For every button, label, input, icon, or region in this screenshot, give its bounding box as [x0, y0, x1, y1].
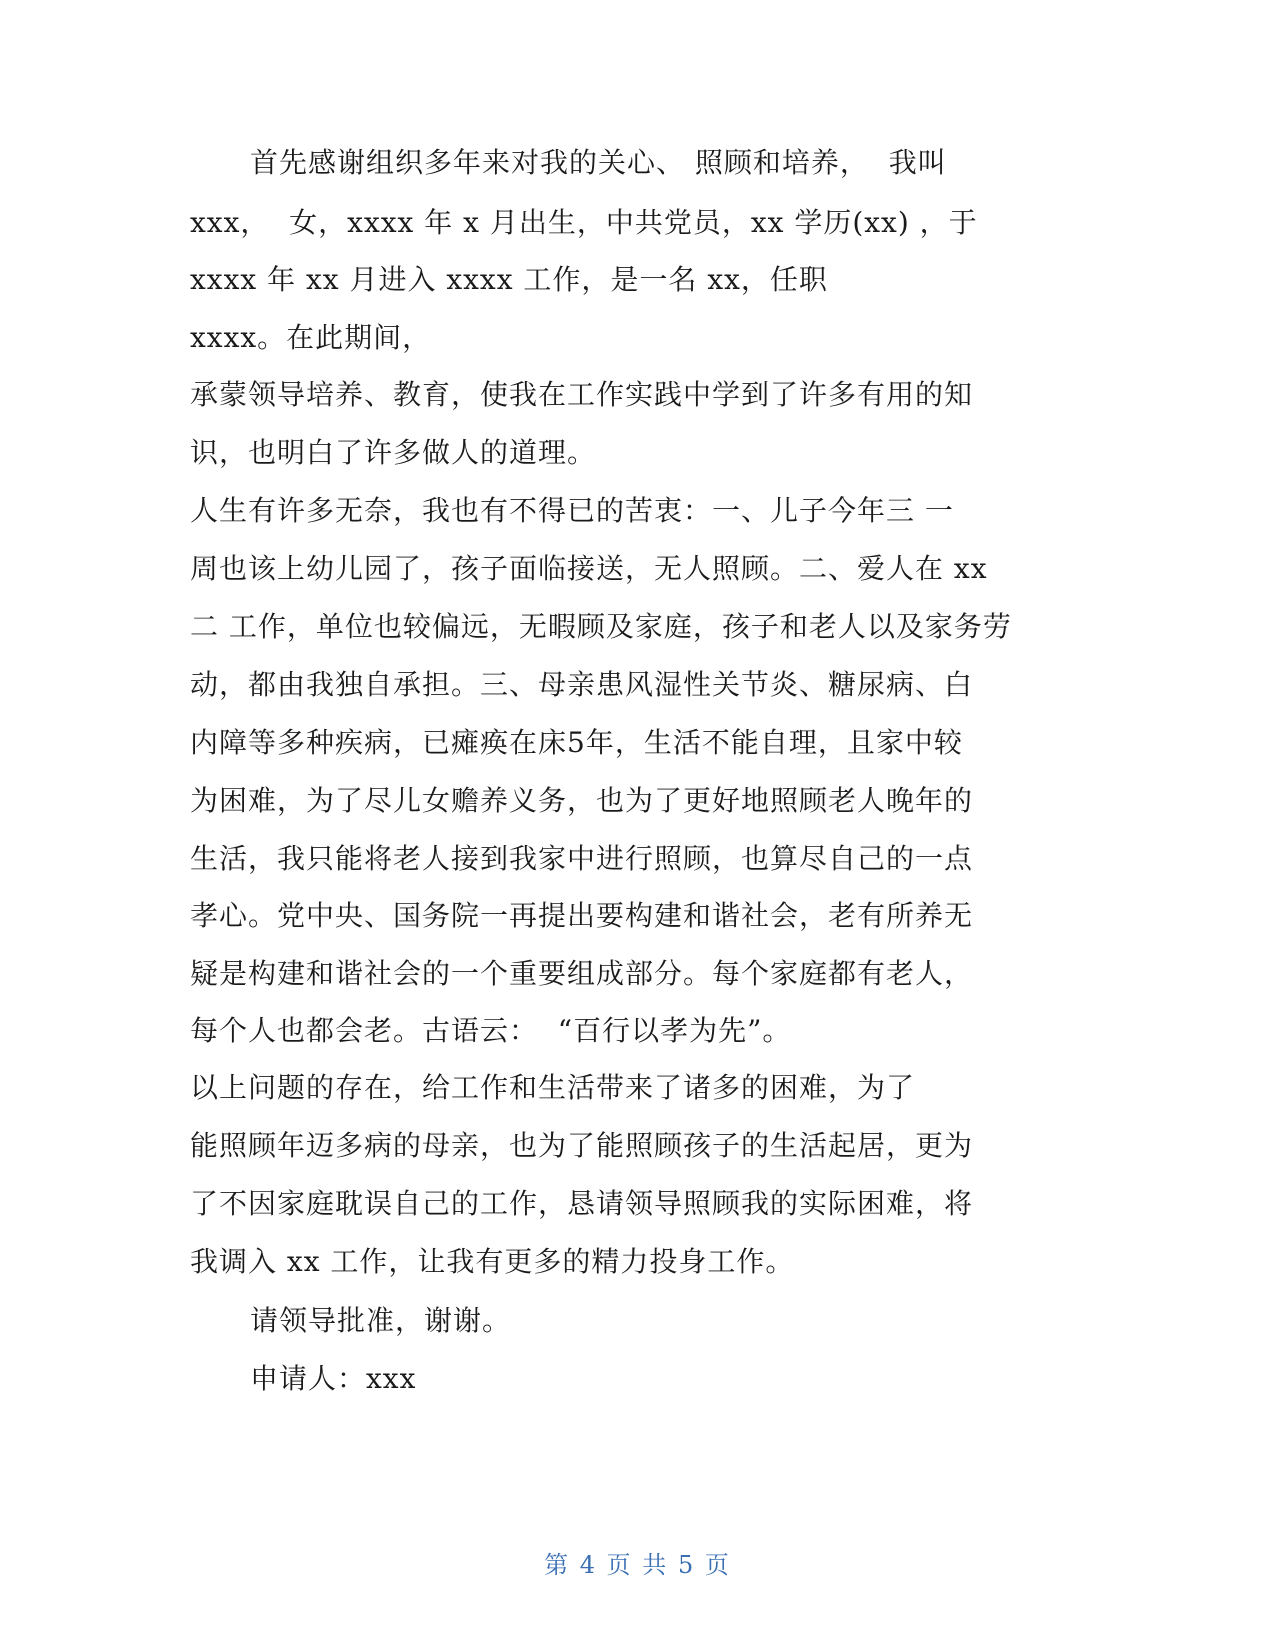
page-number: 第 4 页 共 5 页 — [544, 1551, 731, 1579]
paragraph-line: xxxx。在此期间， — [190, 321, 432, 354]
paragraph-line: xxxx 年 xx 月进入 xxxx 工作，是一名 xx，任职 — [190, 263, 828, 296]
paragraph-line: 能照顾年迈多病的母亲，也为了能照顾孩子的生活起居，更为 — [190, 1129, 974, 1162]
signature-line: 申请人：xxx — [250, 1362, 417, 1395]
paragraph-line: 疑是构建和谐社会的一个重要组成部分。每个家庭都有老人， — [190, 957, 974, 990]
paragraph-line: xxx， 女，xxxx 年 x 月出生，中共党员，xx 学历(xx) ，于 — [190, 206, 978, 239]
paragraph-line: 为困难，为了尽儿女赡养义务，也为了更好地照顾老人晚年的 — [190, 784, 974, 817]
paragraph-line: 周也该上幼儿园了，孩子面临接送，无人照顾。二、爱人在 xx — [190, 552, 988, 585]
paragraph-line: 承蒙领导培养、教育，使我在工作实践中学到了许多有用的知 — [190, 378, 974, 411]
paragraph-line: 识，也明白了许多做人的道理。 — [190, 436, 597, 469]
paragraph-line: 了不因家庭耽误自己的工作，恳请领导照顾我的实际困难，将 — [190, 1187, 974, 1220]
paragraph-line: 生活，我只能将老人接到我家中进行照顾，也算尽自己的一点 — [190, 842, 974, 875]
paragraph-line: 人生有许多无奈，我也有不得已的苦衷：一、儿子今年三 一 — [190, 494, 954, 527]
paragraph-line: 以上问题的存在，给工作和生活带来了诸多的困难，为了 — [190, 1071, 916, 1104]
paragraph-line: 动，都由我独自承担。三、母亲患风湿性关节炎、糖尿病、白 — [190, 668, 974, 701]
paragraph-line: 孝心。党中央、国务院一再提出要构建和谐社会，老有所养无 — [190, 899, 974, 932]
closing-line: 请领导批准，谢谢。 — [250, 1304, 512, 1337]
paragraph-line: 我调入 xx 工作，让我有更多的精力投身工作。 — [190, 1245, 795, 1278]
paragraph-line: 内障等多种疾病，已瘫痪在床5年，生活不能自理，且家中较 — [190, 726, 963, 759]
paragraph-line: 每个人也都会老。古语云： “百行以孝为先”。 — [190, 1014, 792, 1047]
paragraph-line: 首先感谢组织多年来对我的关心、 照顾和培养， 我叫 — [250, 146, 947, 179]
paragraph-line: 二 工作，单位也较偏远，无暇顾及家庭，孩子和老人以及家务劳 — [190, 610, 1012, 643]
